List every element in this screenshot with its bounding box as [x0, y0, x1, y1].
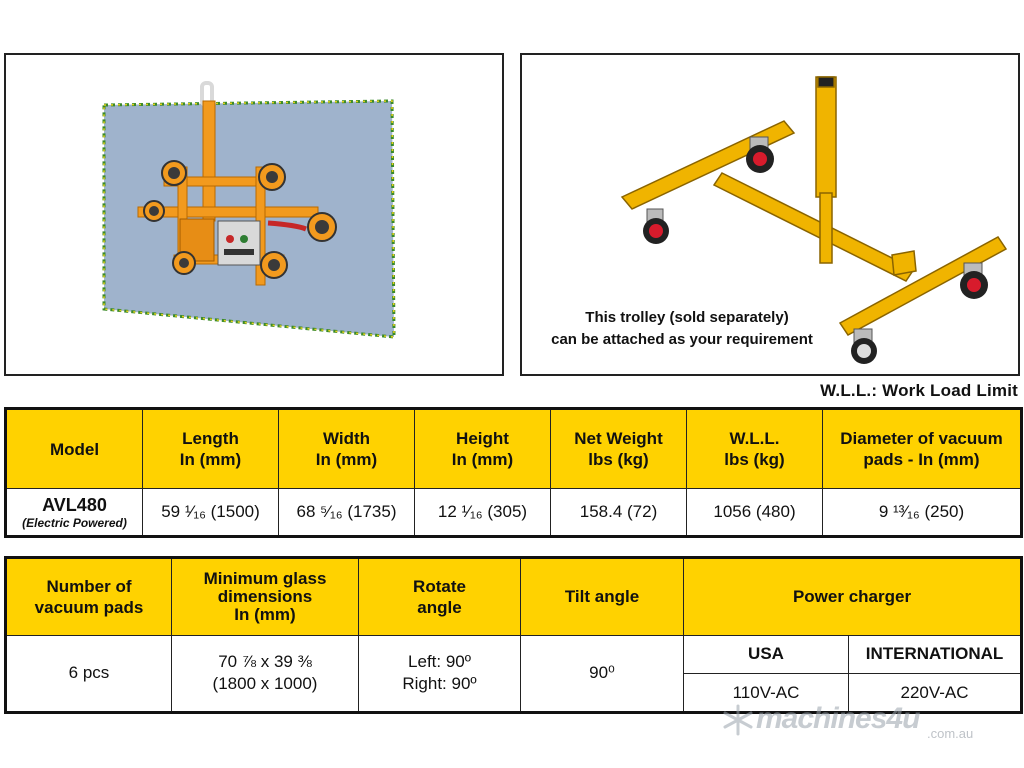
table-header-row	[6, 409, 1022, 489]
trolley-note-line2: can be attached as your requirement	[551, 331, 813, 348]
cell-wll: 1056 (480)	[687, 489, 823, 537]
cell-intl-voltage: 220V-AC	[849, 674, 1022, 713]
cell-height: 12 ¹⁄₁₆ (305)	[415, 489, 551, 537]
cell-net-weight: 158.4 (72)	[551, 489, 687, 537]
header-height: Height In (mm)	[415, 409, 551, 489]
subheader-usa: USA	[684, 635, 849, 674]
subheader-international: INTERNATIONAL	[849, 635, 1022, 674]
cell-min-glass: 70 ⅞ x 39 ⅜ (1800 x 1000)	[172, 635, 359, 713]
header-model: Model	[6, 409, 143, 489]
vacuum-lifter-illustration	[6, 55, 502, 374]
snowflake-icon	[722, 704, 754, 736]
model-subtitle: (Electric Powered)	[22, 516, 127, 530]
header-width: Width In (mm)	[279, 409, 415, 489]
table-row	[6, 635, 1022, 674]
header-tilt-angle: Tilt angle	[521, 558, 684, 636]
watermark-domain: .com.au	[927, 726, 974, 741]
header-length: Length In (mm)	[143, 409, 279, 489]
header-wll: W.L.L. lbs (kg)	[687, 409, 823, 489]
cell-rotate-angle: Left: 90º Right: 90º	[359, 635, 521, 713]
trolley-note	[522, 307, 842, 351]
header-pad-diameter: Diameter of vacuum pads - In (mm)	[823, 409, 1022, 489]
trolley-image-panel	[520, 53, 1020, 376]
cell-usa-voltage: 110V-AC	[684, 674, 849, 713]
cell-width: 68 ⁵⁄₁₆ (1735)	[279, 489, 415, 537]
trolley-note-line1: This trolley (sold separately)	[585, 309, 789, 326]
header-net-weight: Net Weight lbs (kg)	[551, 409, 687, 489]
table-header-row	[6, 558, 1022, 636]
header-rotate-angle: Rotate angle	[359, 558, 521, 636]
cell-length: 59 ¹⁄₁₆ (1500)	[143, 489, 279, 537]
spec-table-dimensions	[4, 407, 1023, 538]
table-row	[6, 489, 1022, 537]
wll-note: W.L.L.: Work Load Limit	[820, 381, 1018, 400]
header-pad-count: Number of vacuum pads	[6, 558, 172, 636]
model-name: AVL480	[42, 495, 107, 515]
spec-table-operation	[4, 556, 1023, 714]
header-min-glass: Minimum glass dimensions In (mm)	[172, 558, 359, 636]
product-image-panel	[4, 53, 504, 376]
cell-pad-diameter: 9 ¹³⁄₁₆ (250)	[823, 489, 1022, 537]
cell-tilt-angle: 90⁰	[521, 635, 684, 713]
cell-model	[6, 489, 143, 537]
header-power-charger: Power charger	[684, 558, 1022, 636]
watermark	[722, 700, 992, 744]
watermark-brand: machines4u	[756, 702, 920, 735]
cell-pad-count: 6 pcs	[6, 635, 172, 713]
